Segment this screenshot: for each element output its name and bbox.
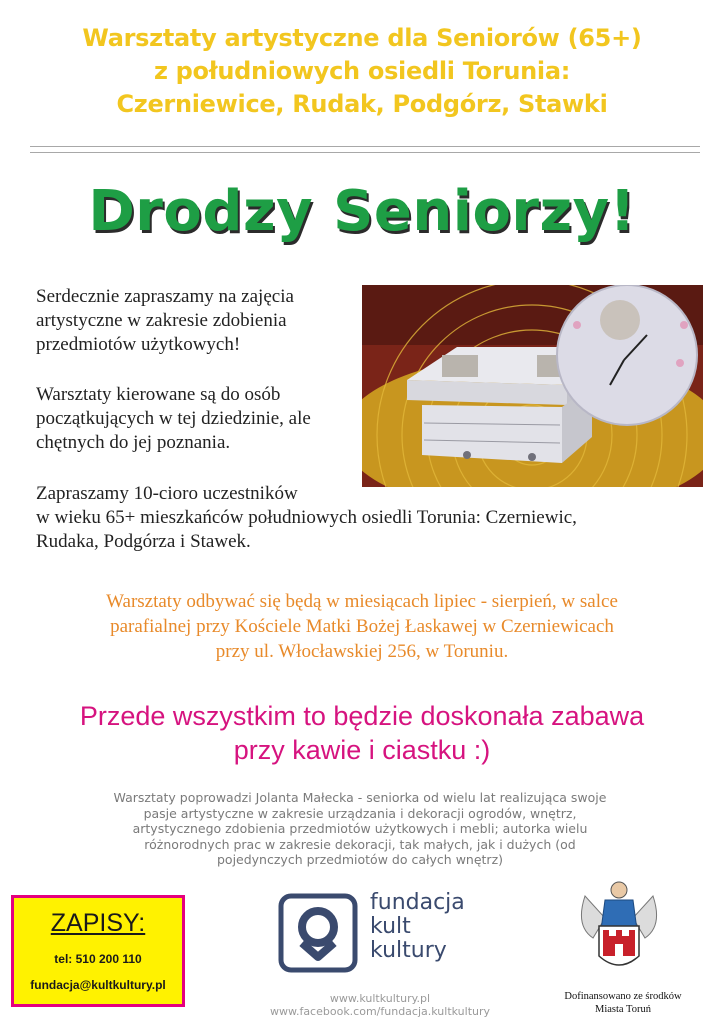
- torun-crest-icon: [575, 876, 663, 976]
- signup-box: [11, 895, 185, 1007]
- foundation-line-3: kultury: [370, 938, 447, 963]
- instructor-line-1: Warsztaty poprowadzi Jolanta Małecka - seniorka od wielu lat realizująca swoje: [113, 790, 607, 805]
- divider-top: [30, 146, 700, 147]
- intro-paragraph-1: Serdecznie zapraszamy na zajęcia artystyczne w zakresie zdobienia przedmiotów użytkowych!: [36, 286, 294, 355]
- instructor-info: [80, 790, 640, 868]
- header-line-3: Czerniewice, Rudak, Podgórz, Stawki: [116, 90, 608, 118]
- intro-paragraph-3-line-2: w wieku 65+ mieszkańców południowych osiedli Torunia: Czerniewic,: [36, 507, 577, 528]
- intro-paragraph-3-line-1: Zapraszamy 10-cioro uczestników: [36, 483, 298, 504]
- foundation-name: [370, 891, 465, 963]
- page-title: Drodzy Seniorzy!: [88, 179, 636, 244]
- signup-email[interactable]: fundacja@kultkultury.pl: [30, 978, 166, 992]
- signup-phone[interactable]: tel: 510 200 110: [54, 952, 142, 966]
- instructor-line-3: artystycznego zdobienia przedmiotów użytkowych i mebli; autorka wielu: [132, 821, 588, 836]
- header-line-1: Warsztaty artystyczne dla Seniorów (65+): [82, 24, 642, 52]
- instructor-line-2: pasje artystyczne w zakresie urządzania i dekoracji ogrodów, wnętrz,: [143, 805, 577, 821]
- instructor-line-5: pojedynczych przedmiotów do całych wnętrz): [216, 852, 504, 867]
- schedule-line-1: Warsztaty odbywać się będą w miesiącach lipiec - sierpień, w salce: [106, 591, 618, 612]
- schedule-info: [0, 589, 724, 664]
- intro-paragraph-2: Warsztaty kierowane są do osób początkujących w tej dziedzinie, ale chętnych do jej poznania.: [36, 384, 311, 453]
- fun-line-1: Przede wszystkim to będzie doskonała zabawa: [79, 701, 645, 731]
- fun-line-2: przy kawie i ciastku :): [233, 735, 491, 765]
- header: [0, 22, 724, 121]
- foundation-links: [240, 992, 520, 1018]
- fun-tagline: [0, 699, 724, 767]
- schedule-line-3: przy ul. Włocławskiej 256, w Toruniu.: [215, 641, 509, 662]
- funding-line-2: Miasta Toruń: [595, 1004, 651, 1015]
- foundation-logo-icon: [278, 893, 358, 973]
- divider-bottom: [30, 152, 700, 153]
- funding-line-1: Dofinansowano ze środków: [564, 991, 682, 1002]
- intro-paragraph-3-line-3: Rudaka, Podgórza i Stawek.: [36, 531, 251, 552]
- funding-note: [548, 990, 698, 1016]
- facebook-link[interactable]: www.facebook.com/fundacja.kultkultury: [269, 1005, 491, 1018]
- foundation-line-1: fundacja: [370, 890, 465, 915]
- website-link[interactable]: www.kultkultury.pl: [329, 992, 431, 1005]
- instructor-line-4: różnorodnych prac w zakresie dekoracji, tak małych, jak i dużych (od: [144, 836, 576, 852]
- foundation-line-2: kult: [370, 914, 411, 939]
- signup-heading: ZAPISY:: [50, 909, 146, 937]
- decorated-box-photo: [362, 285, 703, 487]
- schedule-line-2: parafialnej przy Kościele Matki Bożej Łaskawej w Czerniewicach: [110, 616, 614, 637]
- intro-paragraph-3: [36, 482, 716, 554]
- header-line-2: z południowych osiedli Torunia:: [153, 57, 571, 85]
